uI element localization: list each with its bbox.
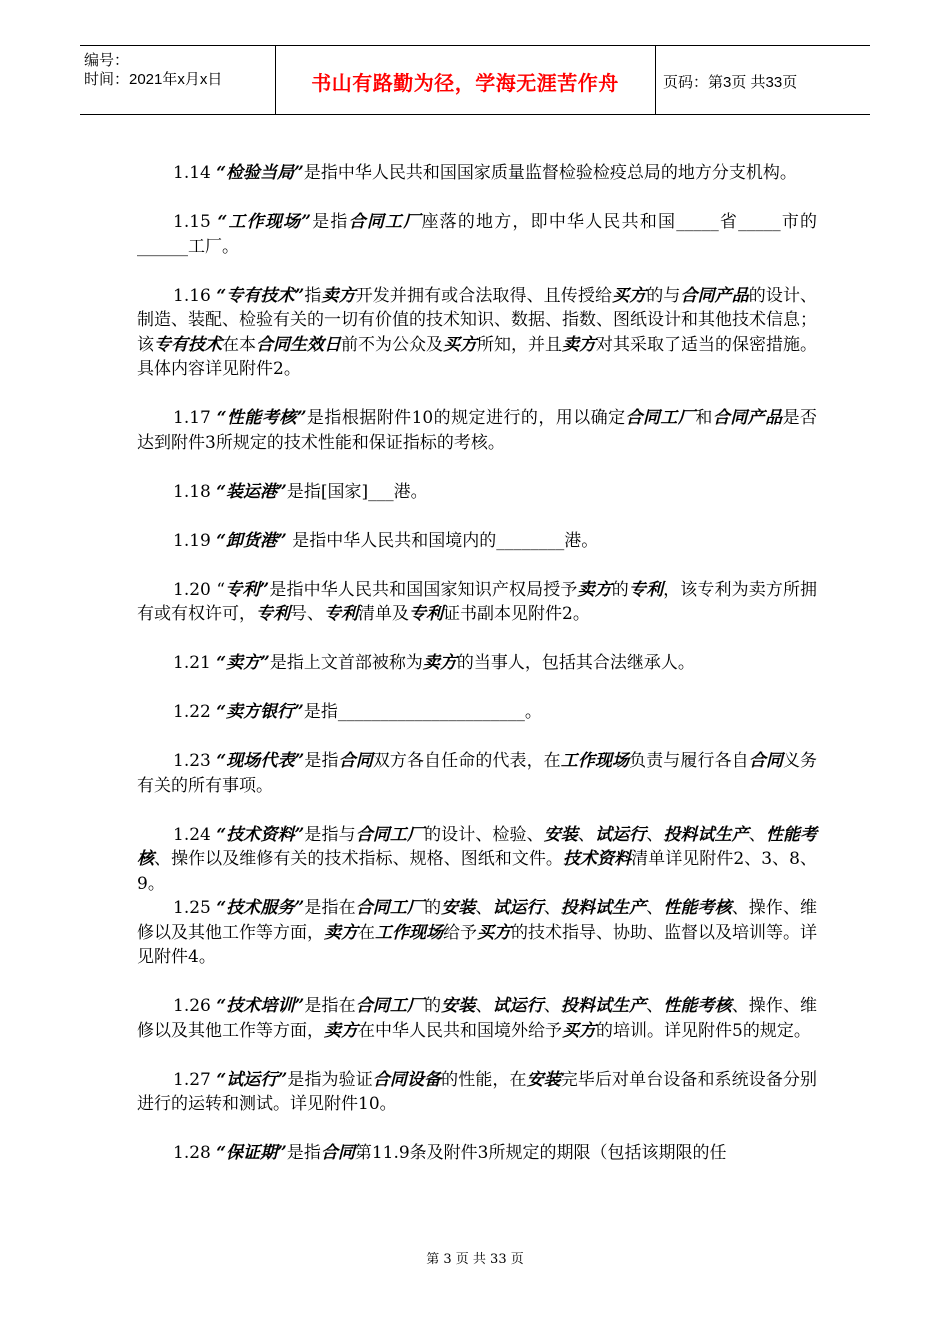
text-run: 的设计、检验、 — [424, 824, 544, 845]
text-run: 在 — [358, 922, 375, 943]
text-run: 义务有关的所有事项。 — [137, 751, 818, 796]
defined-term: “技术服务” — [216, 898, 305, 918]
definition-paragraph — [137, 651, 817, 676]
defined-term: 安装 — [441, 996, 476, 1016]
definition-paragraph — [137, 480, 817, 505]
text-run: 是指为验证 — [287, 1069, 373, 1090]
definition-paragraph — [137, 896, 817, 970]
defined-term: 合同工厂 — [355, 898, 425, 918]
defined-term: “专有技术” — [216, 285, 305, 306]
defined-term: 工作现场 — [560, 751, 630, 771]
defined-term: “卸货港” — [216, 530, 287, 551]
text-run: 号、 — [290, 604, 324, 624]
definition-paragraph — [137, 406, 817, 455]
header-page-cell — [655, 46, 870, 114]
definition-paragraph — [137, 1068, 817, 1117]
defined-term: 专利 — [324, 604, 358, 624]
text-run: 1.16 — [173, 285, 217, 306]
defined-term: 专利” — [225, 579, 270, 600]
defined-term: 合同 — [748, 751, 783, 771]
defined-term: 投料试生产 — [560, 898, 647, 918]
defined-term: 合同工厂 — [625, 408, 696, 428]
defined-term: 试运行 — [492, 996, 544, 1016]
definition-paragraph — [137, 578, 817, 627]
document-number-label: 编号： — [84, 52, 130, 69]
defined-term: 卖方 — [324, 1020, 358, 1041]
text-run: 是指与 — [304, 824, 356, 845]
text-run: 负责与履行各自 — [629, 751, 749, 771]
text-run: 的性能，在 — [441, 1069, 527, 1090]
text-run: ，该专利为卖方所拥有或有权许可， — [137, 579, 818, 624]
definition-paragraph — [137, 700, 817, 725]
text-run: 的培训。详见附件5的规定。 — [596, 1020, 811, 1041]
text-run: 在本 — [222, 334, 256, 355]
text-run: 是否达到附件3所规定的技术性能和保证指标的考核。 — [137, 408, 818, 453]
text-run: 、 — [646, 996, 664, 1016]
defined-term: 合同工厂 — [355, 996, 425, 1016]
defined-term: 合同 — [320, 1143, 355, 1163]
text-run: 1.24 — [173, 824, 217, 845]
text-run: 、 — [543, 898, 561, 918]
text-run: 是指 — [304, 751, 339, 771]
text-run: 、 — [748, 824, 766, 845]
text-run: 1.22 — [173, 702, 217, 722]
defined-term: 投料试生产 — [560, 996, 647, 1016]
defined-term: 专利 — [409, 604, 443, 624]
text-run: 1.25 — [173, 898, 217, 918]
defined-term: 安装 — [526, 1069, 561, 1090]
definition-paragraph — [137, 994, 817, 1043]
defined-term: 技术资料 — [562, 849, 632, 869]
text-run: 是指中华人民共和国国家知识产权局授予 — [269, 579, 578, 600]
defined-term: 专利 — [628, 579, 664, 600]
text-run: 所知，并且 — [477, 334, 562, 355]
text-run: 的设计、制造、装配、检验有关的一切有价值的技术知识、数据、指数、图纸设计和其他技术信息；该 — [137, 285, 818, 355]
defined-term: 合同产品 — [712, 408, 783, 428]
text-run: 座落的地方，即中华人民共和国_____省_____市的______工厂。 — [137, 212, 818, 257]
text-run: 的当事人，包括其合法继承人。 — [456, 653, 695, 673]
text-run: 、 — [646, 824, 664, 845]
text-run: 前不为公众及 — [341, 334, 443, 355]
defined-term: 安装 — [441, 898, 476, 918]
header-meta-cell — [80, 46, 276, 114]
text-run: 是指 — [286, 1143, 321, 1163]
defined-term: 买方 — [562, 1020, 596, 1041]
page-header — [80, 45, 870, 115]
text-run: 是指______________________。 — [303, 702, 542, 722]
defined-term: 安装 — [543, 824, 578, 845]
document-body — [137, 161, 817, 1166]
header-motto-cell — [275, 46, 656, 114]
text-run: 、 — [475, 996, 493, 1016]
text-run: 是指在 — [304, 996, 356, 1016]
text-run: 1.27 — [173, 1069, 217, 1090]
header-page-info: 页码：第3页 共33页 — [663, 74, 798, 91]
text-run: 1.19 — [173, 530, 217, 551]
text-run: 是指[国家]___港。 — [286, 481, 428, 502]
text-run: 1.15 — [173, 212, 218, 232]
text-run: 1.28 — [173, 1143, 217, 1163]
text-run: 、操作、维修以及其他工作等方面， — [137, 898, 818, 943]
defined-term: 合同工厂 — [355, 824, 425, 845]
text-run: 、操作、维修以及其他工作等方面， — [137, 996, 818, 1041]
text-run: 1.18 — [173, 481, 217, 502]
defined-term: 性能考核 — [137, 824, 818, 869]
defined-term: 合同工厂 — [348, 212, 422, 232]
page-footer: 第 3 页 共 33 页 — [426, 1252, 524, 1267]
definition-paragraph — [137, 529, 817, 554]
text-run: 指 — [304, 285, 322, 306]
text-run: 、操作以及维修有关的技术指标、规格、图纸和文件。 — [154, 849, 563, 869]
defined-term: 买方 — [612, 285, 647, 306]
text-run: 、 — [577, 824, 595, 845]
defined-term: “卖方银行” — [216, 702, 304, 722]
defined-term: “技术培训” — [216, 996, 305, 1016]
definition-paragraph — [137, 210, 817, 259]
defined-term: “装运港” — [216, 481, 287, 502]
defined-term: “性能考核” — [216, 408, 307, 428]
defined-term: “试运行” — [216, 1069, 288, 1090]
defined-term: “工作现场” — [217, 212, 312, 232]
defined-term: “卖方” — [216, 653, 270, 673]
defined-term: 买方 — [443, 334, 477, 355]
defined-term: 工作现场 — [375, 922, 443, 943]
text-run: 给予 — [443, 922, 477, 943]
text-run: 是指在 — [304, 898, 356, 918]
defined-term: 性能考核 — [663, 996, 732, 1016]
defined-term: 合同产品 — [680, 285, 749, 306]
text-run: 是指 — [311, 212, 349, 232]
text-run: 对其采取了适当的保密措施。具体内容详见附件2。 — [137, 334, 817, 379]
text-run: 的 — [424, 996, 442, 1016]
defined-term: 卖方 — [321, 285, 356, 306]
defined-term: 卖方 — [422, 653, 457, 673]
definition-paragraph — [137, 284, 817, 382]
text-run: 1.23 — [173, 751, 217, 771]
definition-paragraph — [137, 161, 817, 186]
defined-term: 专有技术 — [154, 334, 222, 355]
defined-term: “技术资料” — [216, 824, 305, 845]
defined-term: 卖方 — [562, 334, 596, 355]
text-run: 是指根据附件10的规定进行的，用以确定 — [306, 408, 626, 428]
text-run: 1.21 — [173, 653, 217, 673]
text-run: 第11.9条及附件3所规定的期限（包括该期限的任 — [354, 1143, 727, 1163]
text-run: 清单详见附件2、3、8、9。 — [137, 849, 818, 894]
defined-term: 性能考核 — [663, 898, 732, 918]
defined-term: 合同生效日 — [256, 334, 341, 355]
defined-term: “现场代表” — [216, 751, 305, 771]
text-run: 、 — [475, 898, 493, 918]
definition-paragraph — [137, 823, 817, 897]
text-run: 的 — [424, 898, 442, 918]
text-run: 清单及 — [358, 604, 409, 624]
header-motto: 书山有路勤为径，学海无涯苦作舟 — [311, 71, 619, 95]
text-run: 是指中华人民共和国境内的________港。 — [286, 530, 599, 551]
text-run: 、 — [543, 996, 561, 1016]
text-run: 1.20 “ — [173, 579, 226, 600]
defined-term: 合同 — [338, 751, 373, 771]
text-run: 在中华人民共和国境外给予 — [358, 1020, 562, 1041]
defined-term: 合同设备 — [372, 1069, 442, 1090]
text-run: 的 — [611, 579, 629, 600]
defined-term: “保证期” — [216, 1143, 287, 1163]
defined-term: 试运行 — [594, 824, 647, 845]
text-run: 的与 — [646, 285, 681, 306]
definition-paragraph — [137, 1141, 817, 1166]
defined-term: 试运行 — [492, 898, 544, 918]
defined-term: 卖方 — [324, 922, 358, 943]
defined-term: 卖方 — [577, 579, 612, 600]
text-run: 是指上文首部被称为 — [269, 653, 423, 673]
defined-term: “检验当局” — [216, 163, 304, 183]
text-run: 双方各自任命的代表，在 — [372, 751, 561, 771]
text-run: 证书副本见附件2。 — [443, 604, 590, 624]
document-time-label: 时间：2021年x月x日 — [84, 71, 223, 88]
text-run: 1.17 — [173, 408, 217, 428]
text-run: 是指中华人民共和国国家质量监督检验检疫总局的地方分支机构。 — [303, 163, 797, 183]
text-run: 开发并拥有或合法取得、且传授给 — [355, 285, 613, 306]
text-run: 、 — [646, 898, 664, 918]
defined-term: 买方 — [477, 922, 511, 943]
definition-paragraph — [137, 749, 817, 798]
defined-term: 专利 — [256, 604, 290, 624]
text-run: 的技术指导、协助、监督以及培训等。详见附件4。 — [137, 922, 817, 967]
defined-term: 投料试生产 — [663, 824, 749, 845]
text-run: 1.26 — [173, 996, 217, 1016]
text-run: 和 — [695, 408, 713, 428]
text-run: 1.14 — [173, 163, 217, 183]
text-run: 完毕后对单台设备和系统设备分别进行的运转和测试。详见附件10。 — [137, 1069, 818, 1114]
